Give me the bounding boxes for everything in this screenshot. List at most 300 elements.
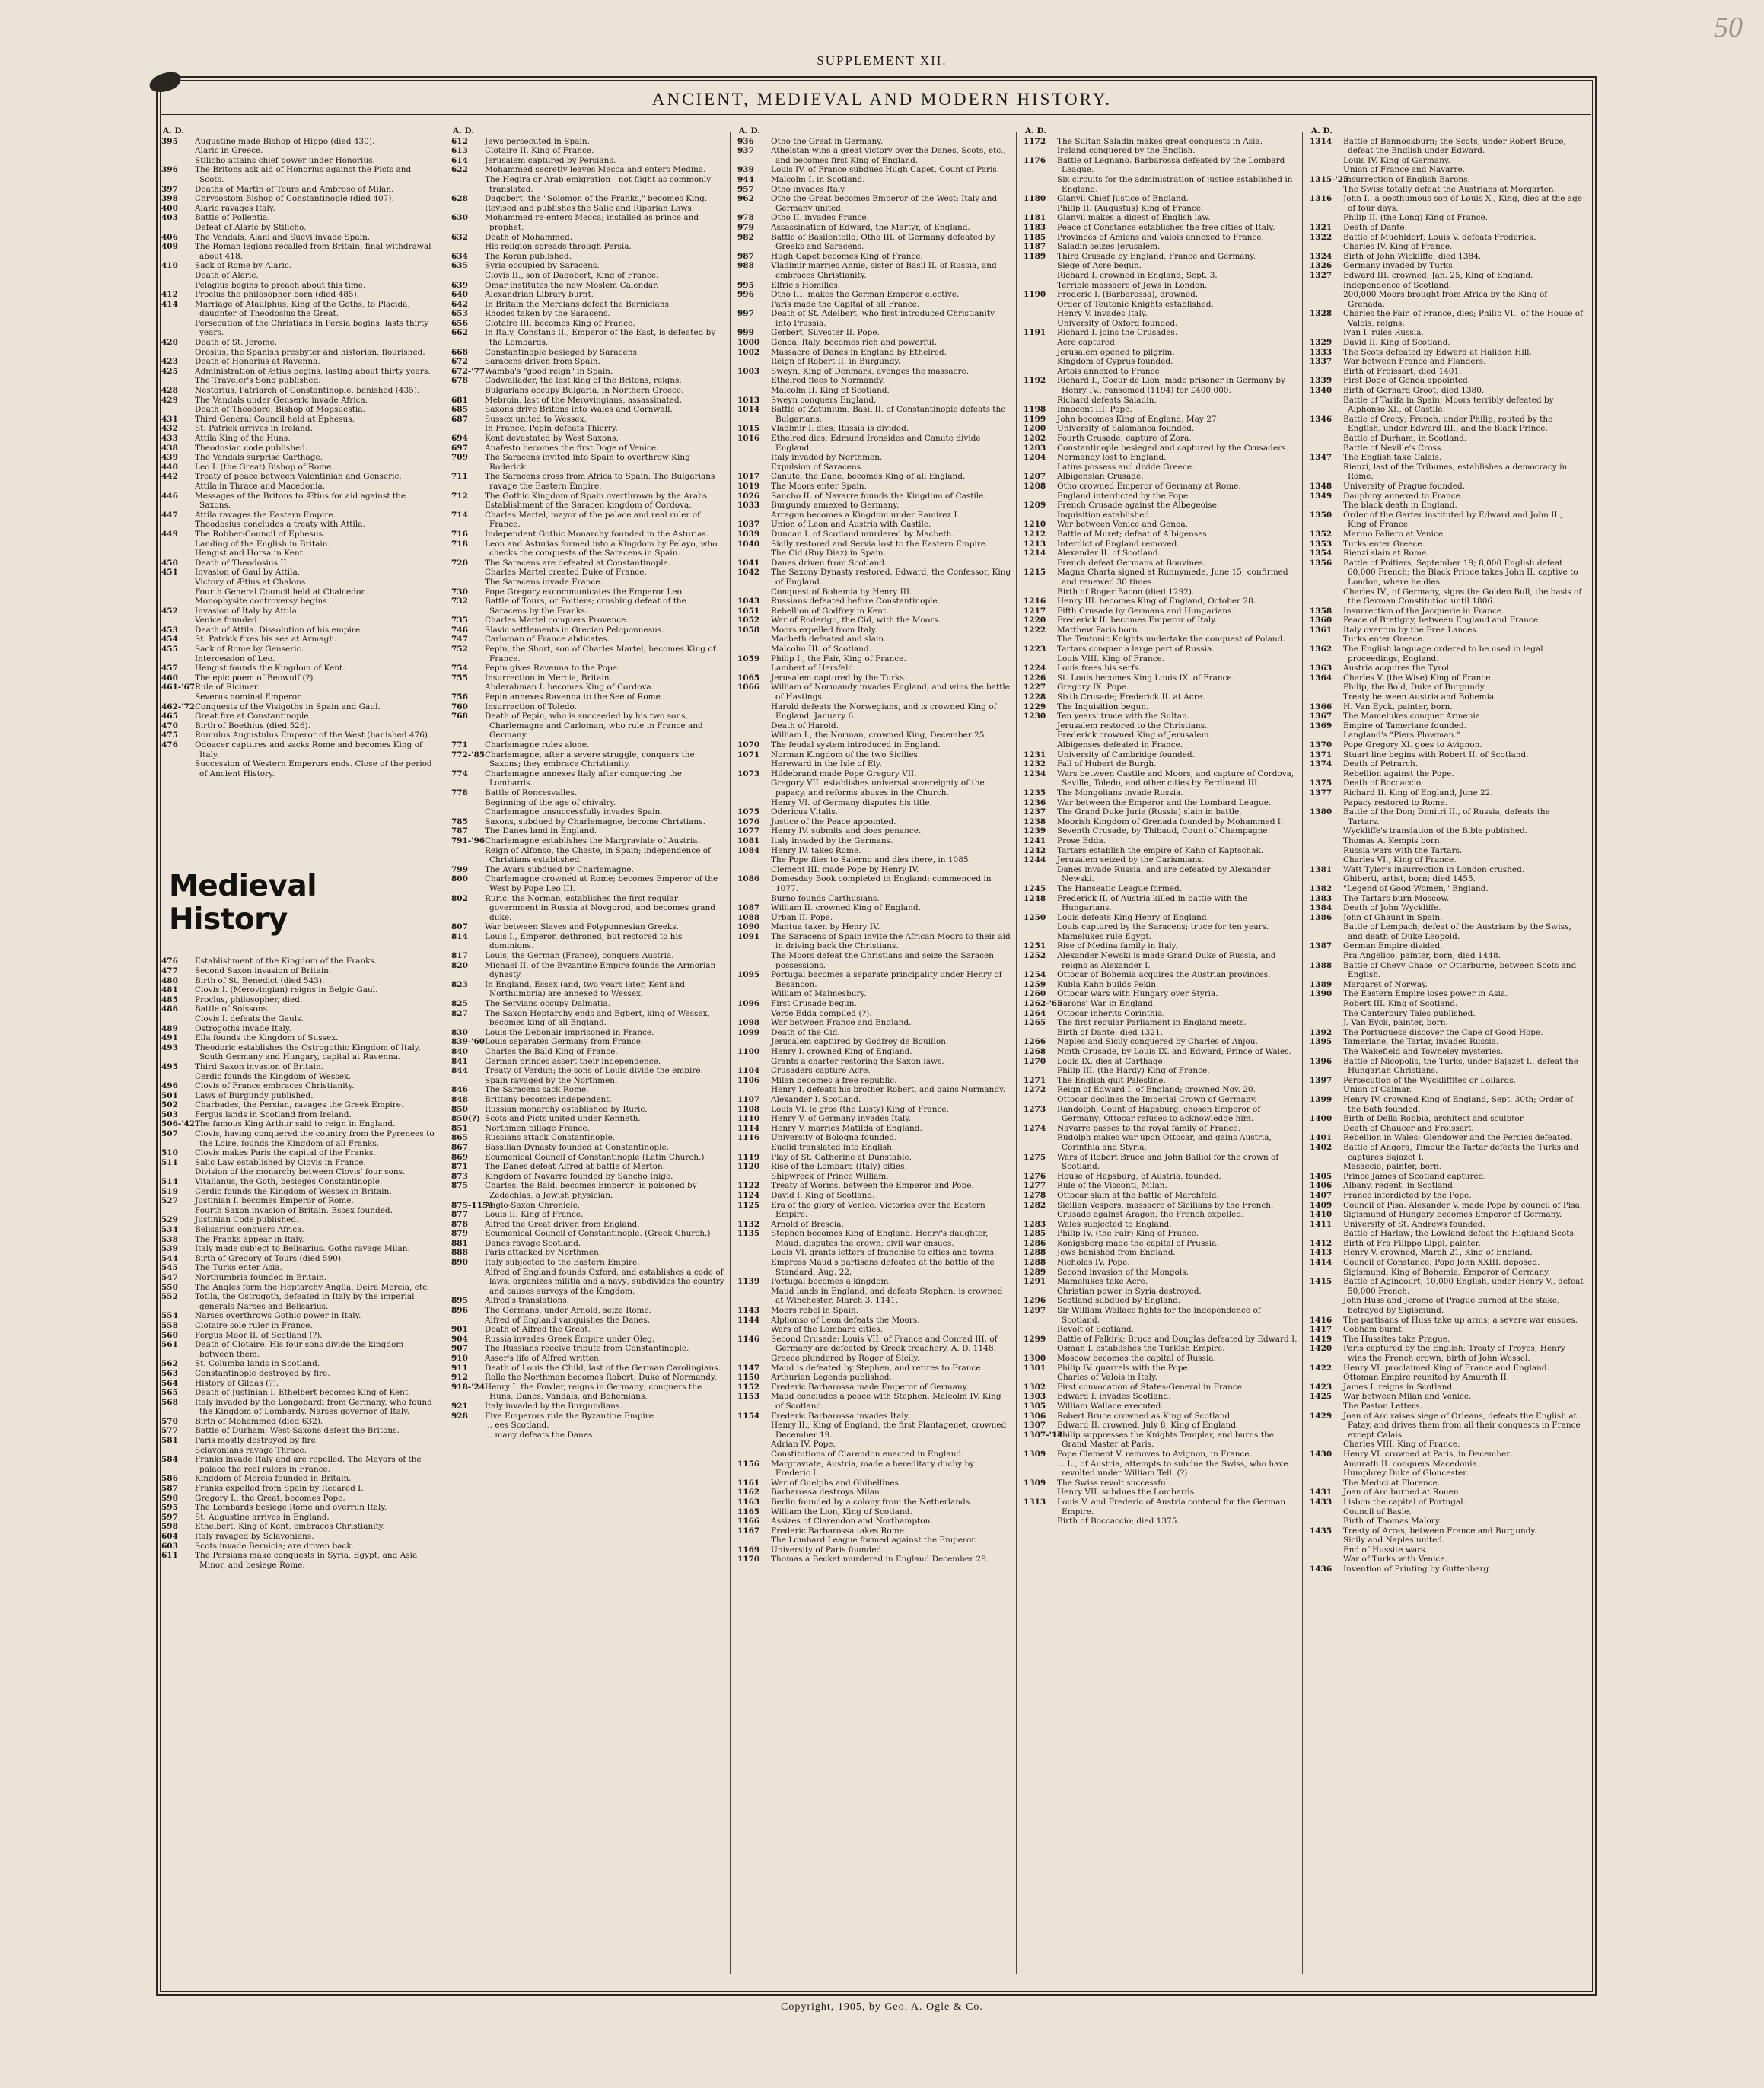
chronology-entry: [1310, 1564, 1584, 1574]
entry-text: Normandy lost to England.: [1057, 453, 1167, 463]
entry-text: Richard I., Coeur de Lion, made prisoner in Germany by Henry IV.; ransomed (1194) for £400,000.: [1057, 376, 1286, 396]
entry-year: 462-'72: [161, 702, 196, 711]
entry-year: 1226: [1024, 673, 1046, 683]
chronology-entry: [161, 492, 435, 511]
entry-year: 438: [161, 443, 178, 453]
entry-year: [1024, 635, 1057, 645]
entry-text: Otho crowned Emperor of Germany at Rome.: [1057, 481, 1241, 491]
entry-year: 1220: [1024, 616, 1046, 625]
chronology-entry: [451, 711, 725, 740]
chronology-entry: [161, 223, 435, 233]
chronology-entry: [737, 807, 1011, 817]
entry-year: 1278: [1024, 1190, 1046, 1200]
entry-year: 1217: [1024, 606, 1046, 616]
chronology-entry: [1024, 156, 1298, 175]
entry-text: Terrible massacre of Jews in London.: [1057, 280, 1208, 290]
entry-year: 1147: [737, 1363, 760, 1373]
entry-year: 760: [451, 702, 468, 711]
entry-year: 568: [161, 1397, 178, 1407]
chronology-entry: [1310, 645, 1584, 664]
entry-year: 1214: [1024, 549, 1046, 559]
entry-year: [1024, 271, 1057, 281]
chronology-entry: [737, 730, 1011, 740]
entry-text: Arragon becomes a Kingdom under Ramirez I.: [771, 510, 960, 520]
entry-text: The Danes land in England.: [485, 826, 597, 836]
chronology-entry: [1310, 482, 1584, 492]
chronology-entry: [161, 985, 435, 995]
entry-year: 747: [451, 635, 468, 645]
chronology-entry: [451, 798, 725, 808]
entry-year: [161, 405, 195, 415]
entry-year: 501: [161, 1090, 178, 1100]
entry-text: Frederic Barbarossa made Emperor of Germany.: [771, 1382, 969, 1392]
entry-text: Sigismund of Hungary becomes Emperor of Germany.: [1343, 1210, 1562, 1220]
entry-text: Fergus Moor II. of Scotland (?).: [195, 1330, 323, 1340]
entry-text: Birth of Fra Filippo Lippi, painter.: [1343, 1238, 1481, 1248]
entry-year: [737, 778, 771, 797]
chronology-entry: [1024, 1268, 1298, 1278]
entry-year: 1306: [1024, 1411, 1046, 1421]
entry-text: Jerusalem opened to pilgrim.: [1057, 347, 1175, 357]
entry-text: War of Roderigo, the Cid, with the Moors.: [771, 616, 941, 625]
entry-year: [161, 578, 195, 587]
entry-year: [737, 463, 771, 473]
entry-year: 656: [451, 318, 468, 328]
entry-text: Battle of Pollentia.: [195, 213, 270, 223]
entry-text: Clovis, having conquered the country from the Pyrenees to the Loire, founds the Kingdom of all Franks.: [195, 1129, 435, 1148]
chronology-entry: [1024, 798, 1298, 808]
entry-text: Saxons, subdued by Charlemagne, become Christians.: [485, 816, 705, 826]
entry-text: Charlemagne crowned at Rome; becomes Emperor of the West by Pope Leo III.: [485, 874, 718, 893]
chronology-entry: [1310, 1239, 1584, 1249]
entry-text: Charles Martel created Duke of France.: [485, 568, 647, 578]
chronology-entry: [451, 587, 725, 597]
entry-year: [737, 511, 771, 520]
entry-year: 1285: [1024, 1229, 1046, 1239]
chronology-entry: [161, 721, 435, 731]
entry-year: 1081: [737, 836, 760, 845]
entry-year: 1286: [1024, 1238, 1046, 1248]
chronology-entry: [1310, 1335, 1584, 1345]
entry-year: 1216: [1024, 597, 1046, 606]
chronology-entry: [161, 759, 435, 778]
chronology-entry: [1024, 645, 1298, 654]
entry-year: 495: [161, 1062, 178, 1071]
entry-text: The Roman legions recalled from Britain; final withdrawal about 418.: [195, 242, 431, 261]
chronology-entry: [737, 759, 1011, 769]
entry-text: The Swiss revolt successful.: [1057, 1478, 1171, 1488]
chronology-entry: [1024, 1364, 1298, 1373]
chronology-entry: [161, 1436, 435, 1446]
entry-year: [1310, 587, 1343, 606]
chronology-entry: [1310, 1469, 1584, 1478]
entry-text: Ottoman Empire reunited by Amurath II.: [1343, 1373, 1510, 1383]
entry-text: Henry IV. takes Rome.: [771, 845, 861, 855]
chronology-entry: [451, 1076, 725, 1086]
entry-year: 1223: [1024, 645, 1046, 654]
chronology-entry: [1310, 156, 1584, 166]
chronology-entry: [161, 616, 435, 625]
entry-year: 668: [451, 347, 468, 357]
chronology-entry: [1310, 1229, 1584, 1239]
entry-text: Alfred of England founds Oxford, and establishes a code of laws; organizes militia and a navy; subdivides the country and causes surveys of the Kingdom.: [485, 1267, 724, 1296]
entry-text: Vladimir marries Annie, sister of Basil II. of Russia, and embraces Christianity.: [771, 261, 997, 280]
entry-text: Danes driven from Scotland.: [771, 558, 887, 568]
chronology-entry: [161, 213, 435, 223]
entry-year: 771: [451, 740, 468, 750]
entry-year: [737, 855, 771, 865]
entry-year: 564: [161, 1378, 178, 1388]
entry-year: 507: [161, 1129, 178, 1139]
entry-year: [1310, 444, 1343, 454]
entry-text: Turks enter Greece.: [1343, 539, 1425, 549]
chronology-entry: [451, 501, 725, 511]
entry-year: 554: [161, 1311, 178, 1321]
chronology-entry: [1310, 606, 1584, 616]
entry-year: [161, 587, 195, 597]
chronology-entry: [737, 501, 1011, 511]
entry-year: 410: [161, 261, 178, 271]
entry-year: [451, 1076, 485, 1086]
chronology-entry: [451, 788, 725, 798]
entry-year: 439: [161, 453, 178, 463]
entry-text: Alaric ravages Italy.: [195, 203, 275, 213]
chronology-entry: [1024, 1431, 1298, 1450]
chronology-entry: [161, 1091, 435, 1101]
entry-year: 1382: [1310, 883, 1333, 893]
entry-text: Third Saxon invasion of Britain.: [195, 1062, 324, 1071]
chronology-entry: [451, 807, 725, 817]
entry-text: Otho invades Italy.: [771, 184, 847, 194]
chronology-entry: [1024, 501, 1298, 511]
entry-text: Stuart line begins with Robert II. of Scotland.: [1343, 750, 1529, 759]
entry-year: 1316: [1310, 194, 1333, 204]
chronology-entry: [1310, 1181, 1584, 1191]
chronology-entry: [737, 328, 1011, 338]
entry-text: Randolph, Count of Hapsburg, chosen Emperor of Germany; Ottocar refuses to acknowledge him.: [1057, 1104, 1261, 1124]
entry-year: 1016: [737, 434, 760, 443]
entry-year: [1024, 1066, 1057, 1076]
chronology-entry: [161, 1542, 435, 1552]
chronology-entry: [737, 185, 1011, 195]
entry-text: Union of France and Navarre.: [1343, 165, 1466, 175]
chronology-entry: [451, 1105, 725, 1115]
chronology-entry: [1024, 568, 1298, 587]
entry-text: Charles V. (the Wise) King of France.: [1343, 673, 1493, 683]
entry-year: 550: [161, 1282, 178, 1292]
chronology-entry: [737, 1392, 1011, 1411]
chronology-entry: [737, 1066, 1011, 1076]
entry-year: [161, 654, 195, 664]
entry-year: 460: [161, 673, 178, 683]
entry-year: 1350: [1310, 510, 1333, 520]
entry-year: 1270: [1024, 1056, 1046, 1066]
entry-text: Birth of Froissart; died 1401.: [1343, 366, 1462, 376]
chronology-entry: [451, 252, 725, 262]
entry-text: Sicily restored and Servia lost to the Eastern Empire.: [771, 539, 989, 549]
entry-year: 1326: [1310, 261, 1333, 271]
entry-year: 1161: [737, 1478, 760, 1488]
chronology-entry: [161, 396, 435, 406]
entry-text: Dagobert, the "Solomon of the Franks," becomes King.: [485, 194, 708, 204]
entry-text: Ghiberti, artist, born; died 1455.: [1343, 874, 1476, 884]
chronology-entry: [161, 1043, 435, 1062]
chronology-entry: [451, 1373, 725, 1383]
chronology-entry: [737, 1507, 1011, 1517]
entry-text: Clotaire II. King of France.: [485, 146, 594, 156]
entry-year: 1070: [737, 740, 760, 750]
chronology-entry: [1024, 855, 1298, 865]
chronology-entry: [161, 635, 435, 645]
chronology-entry: [161, 1455, 435, 1474]
entry-year: 1039: [737, 529, 760, 539]
entry-year: 1414: [1310, 1258, 1333, 1268]
chronology-entry: [1310, 415, 1584, 434]
entry-text: Rule of Ricimer.: [195, 683, 260, 692]
chronology-entry: [1024, 980, 1298, 990]
entry-year: 1386: [1310, 912, 1333, 922]
entry-text: Battle of Roncesvalles.: [485, 788, 578, 797]
entry-text: Death of Theodosius II.: [195, 558, 289, 568]
entry-text: Mamelukes take Acre.: [1057, 1277, 1148, 1287]
entry-text: Konigsberg made the capital of Prussia.: [1057, 1238, 1219, 1248]
entry-year: 1264: [1024, 1008, 1046, 1018]
entry-year: 709: [451, 453, 468, 463]
chronology-entry: [451, 1133, 725, 1143]
entry-text: Pepin annexes Ravenna to the See of Rome.: [485, 692, 664, 702]
ad-heading: A. D.: [453, 126, 474, 135]
entry-year: [161, 482, 195, 492]
entry-year: 429: [161, 395, 178, 405]
entry-text: Joan of Arc raises siege of Orleans, defeats the English at Patay, and drives them from all their conquests in France except Calais.: [1343, 1411, 1581, 1440]
entry-text: William the Lion, King of Scotland.: [771, 1507, 912, 1517]
entry-text: Battle of Neville's Cross.: [1343, 443, 1444, 453]
entry-text: Tartars establish the empire of Kahn of Kaptschak.: [1057, 845, 1264, 855]
entry-year: 539: [161, 1244, 178, 1254]
entry-text: Second Saxon invasion of Britain.: [195, 966, 332, 976]
entry-text: Pelagius begins to preach about this time.: [195, 280, 366, 290]
chronology-entry: [451, 367, 725, 377]
entry-year: 493: [161, 1042, 178, 1052]
entry-year: [1310, 855, 1343, 865]
entry-text: War between France and Flanders.: [1343, 357, 1486, 367]
chronology-entry: [1024, 1105, 1298, 1124]
chronology-entry: [1024, 1239, 1298, 1249]
chronology-entry: [451, 951, 725, 961]
chronology-entry: [1310, 941, 1584, 951]
entry-text: Kingdom of Navarre founded by Sancho Inigo.: [485, 1171, 673, 1181]
entry-text: The Angles form the Heptarchy Anglia, Deira Mercia, etc.: [195, 1282, 430, 1292]
entry-text: St. Patrick fixes his see at Armagh.: [195, 635, 337, 645]
entry-year: 800: [451, 874, 468, 884]
entry-year: [737, 386, 771, 396]
entry-text: Alaric in Greece.: [195, 146, 263, 156]
chronology-entry: [1024, 1076, 1298, 1086]
chronology-entry: [451, 165, 725, 175]
entry-text: Edward I. invades Scotland.: [1057, 1392, 1171, 1402]
chronology-entry: [737, 836, 1011, 846]
entry-text: University of Bologna founded.: [771, 1133, 897, 1143]
entry-year: 597: [161, 1512, 178, 1522]
chronology-entry: [1024, 290, 1298, 300]
chronology-entry: [737, 1009, 1011, 1019]
entry-year: 425: [161, 366, 178, 376]
entry-text: Establishment of the Kingdom of the Franks.: [195, 956, 377, 966]
entry-text: Union of Calmar.: [1343, 1085, 1412, 1095]
entry-year: 1405: [1310, 1171, 1333, 1181]
entry-text: Alfred the Great driven from England.: [485, 1219, 640, 1229]
entry-text: Ecumenical Council of Constantinople. (Greek Church.): [485, 1229, 711, 1239]
entry-year: 1396: [1310, 1056, 1333, 1066]
entry-year: 485: [161, 995, 178, 1004]
entry-text: Domesday Book completed in England; commenced in 1077.: [771, 874, 992, 893]
entry-year: 1096: [737, 999, 760, 1009]
chronology-entry: [1310, 233, 1584, 243]
entry-text: The Franks appear in Italy.: [195, 1234, 304, 1244]
entry-text: Provinces of Amiens and Valois annexed to France.: [1057, 232, 1264, 242]
chronology-entry: [1024, 1287, 1298, 1297]
entry-text: Order of the Garter instituted by Edward and John II., King of France.: [1343, 510, 1563, 530]
entry-text: Turks enter Greece.: [1343, 635, 1425, 645]
entry-year: 1114: [737, 1123, 760, 1133]
entry-year: 1364: [1310, 673, 1333, 683]
entry-text: Invention of Printing by Guttenberg.: [1343, 1564, 1492, 1574]
entry-text: Charles IV. King of France.: [1343, 242, 1453, 252]
entry-year: 1189: [1024, 251, 1046, 261]
entry-year: [161, 319, 195, 338]
entry-text: Ottocar wars with Hungary over Styria.: [1057, 989, 1218, 999]
entry-text: The Saxon Heptarchy ends and Egbert, king of Wessex, becomes king of all England.: [485, 1008, 710, 1028]
entry-year: [161, 146, 195, 156]
entry-text: Constantinople destroyed by fire.: [195, 1368, 330, 1378]
entry-text: The Britons ask aid of Honorius against the Picts and Scots.: [195, 165, 412, 184]
entry-text: Peace of Constance establishes the free cities of Italy.: [1057, 222, 1275, 232]
entry-year: 785: [451, 816, 468, 826]
entry-text: Death of John Wyckliffe.: [1343, 903, 1441, 913]
entry-year: 802: [451, 893, 468, 903]
history-column-5: [1310, 126, 1584, 1985]
entry-text: "Legend of Good Women," England.: [1343, 883, 1489, 893]
chronology-entry: [161, 549, 435, 559]
entry-text: Clovis of France embraces Christianity.: [195, 1081, 355, 1091]
chronology-entry: [737, 1316, 1011, 1326]
entry-text: Mohammed secretly leaves Mecca and enters Medina.: [485, 165, 706, 175]
entry-text: Rollo the Northman becomes Robert, Duke of Normandy.: [485, 1373, 717, 1383]
chronology-entry: [451, 1210, 725, 1220]
entry-year: 840: [451, 1047, 468, 1056]
entry-year: [1310, 1085, 1343, 1095]
chronology-entry: [1024, 242, 1298, 252]
entry-text: Slavic settlements in Grecian Peloponnesus.: [485, 625, 664, 635]
chronology-entry: [737, 616, 1011, 625]
entry-year: 875: [451, 1181, 468, 1191]
chronology-entry: [1024, 1412, 1298, 1421]
chronology-entry: [1310, 1028, 1584, 1038]
entry-year: 1302: [1024, 1382, 1046, 1392]
chronology-entry: [451, 1354, 725, 1364]
entry-text: Battle of Nicopolis, the Turks, under Bajazet I., defeat the Hungarian Christians.: [1343, 1056, 1579, 1076]
entry-year: [1310, 165, 1343, 175]
chronology-entry: [737, 492, 1011, 501]
entry-year: 1239: [1024, 826, 1046, 836]
chronology-entry: [451, 1124, 725, 1134]
chronology-entry: [737, 376, 1011, 386]
chronology-entry: [1024, 999, 1298, 1009]
chronology-entry: [451, 472, 725, 491]
entry-year: [737, 1009, 771, 1019]
entry-year: 939: [737, 165, 754, 175]
entry-text: Euclid translated into English.: [771, 1142, 895, 1152]
chronology-entry: [451, 1172, 725, 1182]
entry-text: Leo I. (the Great) Bishop of Rome.: [195, 462, 334, 472]
entry-text: Attila in Thrace and Macedonia.: [195, 481, 326, 491]
entry-year: [1310, 1373, 1343, 1383]
entry-year: 1370: [1310, 740, 1333, 750]
entry-year: 1073: [737, 769, 760, 778]
entry-text: Rebellion against the Pope.: [1343, 769, 1454, 778]
entry-text: Pope Gregory XI. goes to Avignon.: [1343, 740, 1482, 750]
chronology-entry: [451, 894, 725, 923]
chronology-entry: [1310, 1325, 1584, 1335]
entry-text: The Canterbury Tales published.: [1343, 1008, 1476, 1018]
entry-year: [1024, 396, 1057, 406]
entry-text: Nicholas IV. Pope.: [1057, 1258, 1130, 1268]
entry-text: Battle of Legnano. Barbarossa defeated by the Lombard League.: [1057, 155, 1285, 175]
chronology-entry: [737, 769, 1011, 779]
chronology-entry: [737, 683, 1011, 702]
entry-year: 1154: [737, 1411, 760, 1421]
chronology-entry: [1310, 635, 1584, 645]
entry-text: The Teutonic Knights undertake the conquest of Poland.: [1057, 635, 1285, 645]
entry-text: Invasion of Italy by Attila.: [195, 606, 300, 616]
entry-text: James I. reigns in Scotland.: [1343, 1382, 1455, 1392]
entry-year: 1244: [1024, 855, 1046, 865]
entry-text: Hugh Capet becomes King of France.: [771, 251, 923, 261]
entry-text: Cerdic founds the Kingdom of Wessex.: [195, 1071, 352, 1081]
chronology-entry: [737, 855, 1011, 865]
chronology-entry: [737, 1258, 1011, 1277]
chronology-entry: [1310, 242, 1584, 252]
entry-text: William Wallace executed.: [1057, 1401, 1164, 1411]
entry-year: 400: [161, 203, 178, 213]
entry-year: [1310, 1536, 1343, 1545]
entry-text: Sussex united to Wessex.: [485, 414, 587, 424]
chronology-entry: [451, 1268, 725, 1297]
entry-year: 570: [161, 1416, 178, 1426]
entry-year: 1091: [737, 931, 760, 941]
chronology-entry: [1024, 396, 1298, 406]
entry-year: 1237: [1024, 807, 1046, 817]
entry-year: 1252: [1024, 951, 1046, 961]
entry-text: Philip IV. (the Fair) King of France.: [1057, 1229, 1199, 1239]
chronology-entry: [161, 300, 435, 319]
chronology-entry: [737, 1153, 1011, 1163]
chronology-entry: [1310, 1268, 1584, 1278]
entry-year: 756: [451, 692, 468, 702]
entry-year: 534: [161, 1225, 178, 1234]
chronology-entry: [161, 711, 435, 721]
entry-year: 1116: [737, 1133, 760, 1143]
entry-year: 987: [737, 251, 754, 261]
chronology-entry: [737, 568, 1011, 587]
chronology-entry: [161, 271, 435, 281]
entry-text: Magna Charta signed at Runnymede, June 15; confirmed and renewed 30 times.: [1057, 568, 1288, 587]
entry-year: 1300: [1024, 1354, 1046, 1363]
entry-text: St. Columba lands in Scotland.: [195, 1359, 320, 1369]
chronology-entry: [1310, 1133, 1584, 1143]
entry-text: Latins possess and divide Greece.: [1057, 462, 1195, 472]
chronology-entry: [737, 424, 1011, 434]
